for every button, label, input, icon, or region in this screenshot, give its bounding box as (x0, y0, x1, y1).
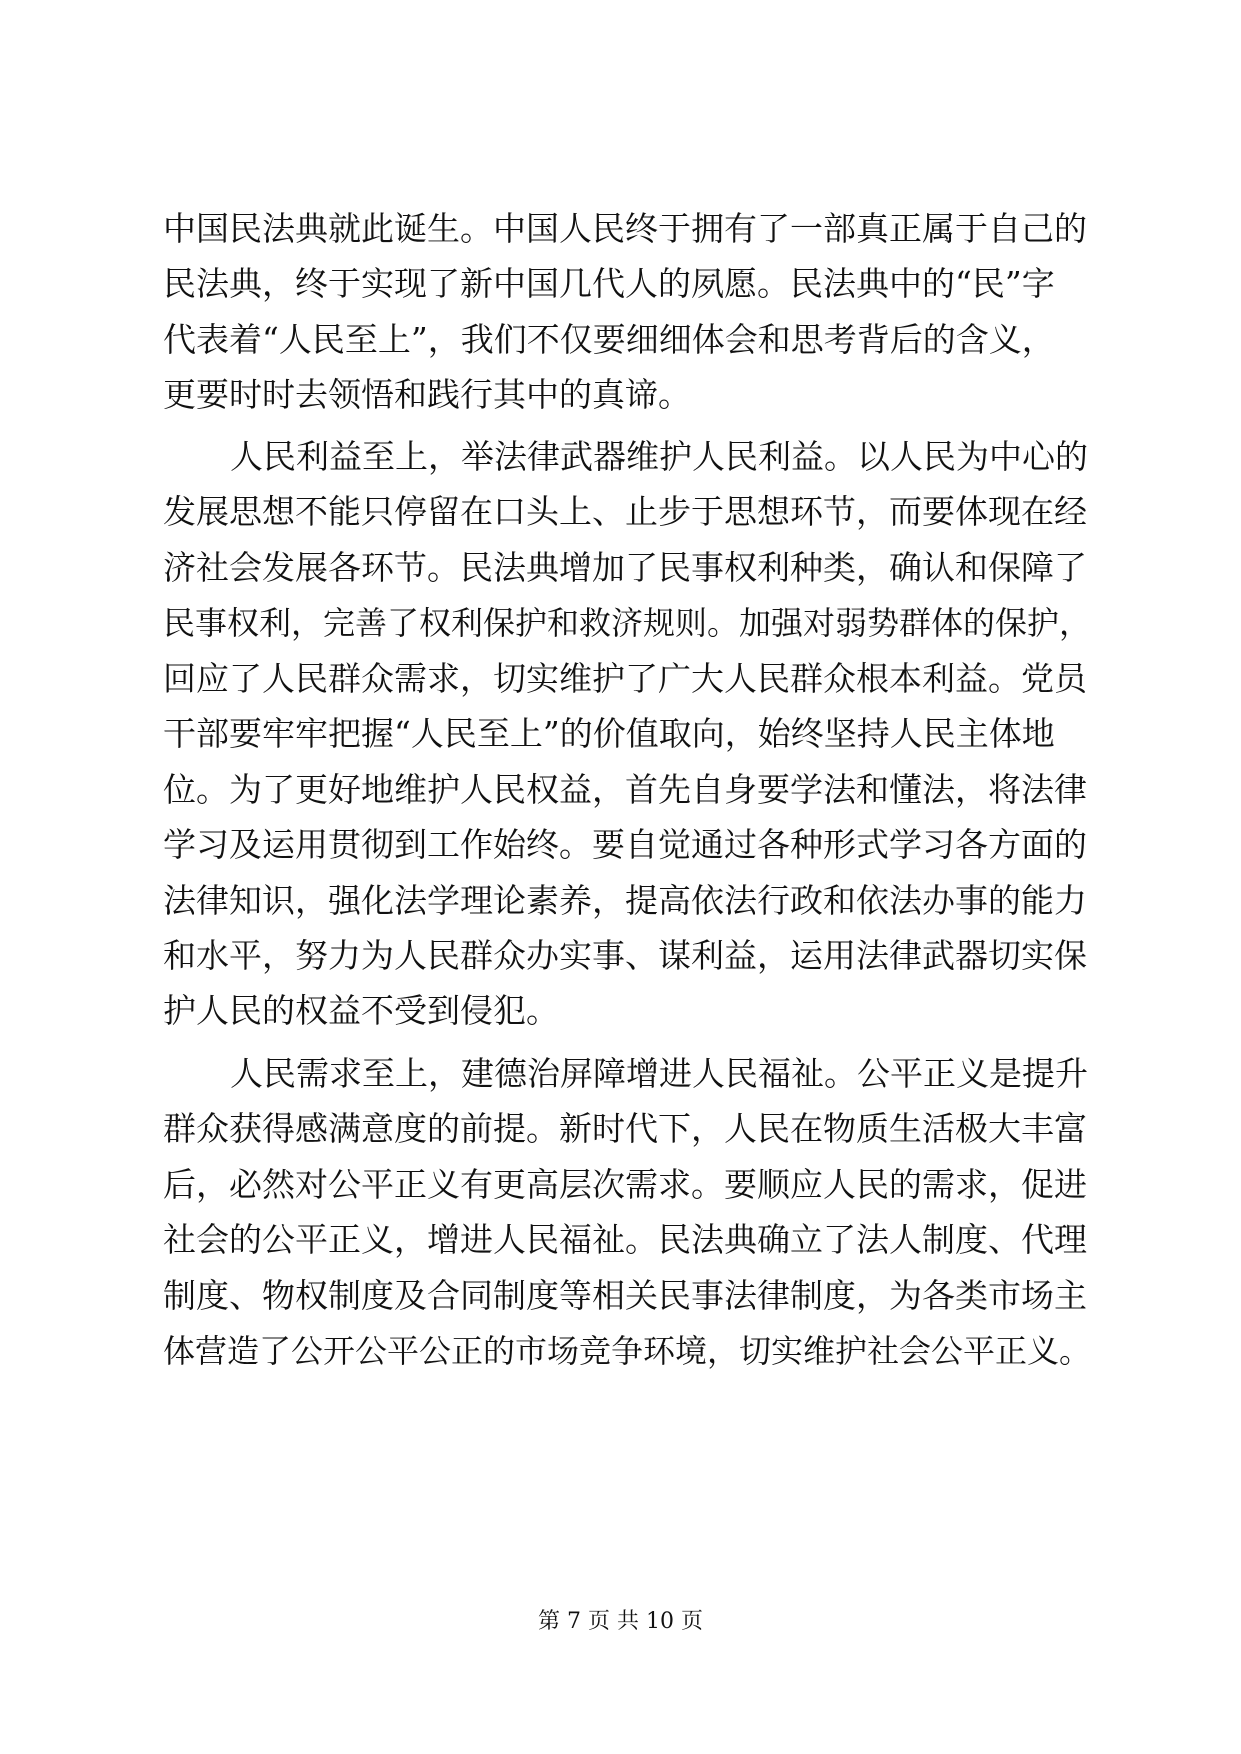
paragraph-3-line-5: 制度、物权制度及合同制度等相关民事法律制度，为各类市场主 (163, 1276, 1087, 1315)
paragraph-1-line-4: 更要时时去领悟和践行其中的真谛。 (163, 375, 691, 414)
paragraph-2-line-9: 法律知识，强化法学理论素养，提高依法行政和依法办事的能力 (163, 881, 1087, 920)
paragraph-2-line-8: 学习及运用贯彻到工作始终。要自觉通过各种形式学习各方面的 (163, 825, 1087, 864)
paragraph-2-line-1: 人民利益至上，举法律武器维护人民利益。以人民为中心的 (230, 437, 1088, 476)
paragraph-3-line-4: 社会的公平正义，增进人民福祉。民法典确立了法人制度、代理 (163, 1220, 1087, 1259)
paragraph-2-line-3: 济社会发展各环节。民法典增加了民事权利种类，确认和保障了 (163, 548, 1087, 587)
paragraph-2-line-5: 回应了人民群众需求，切实维护了广大人民群众根本利益。党员 (163, 659, 1087, 698)
paragraph-3-line-3: 后，必然对公平正义有更高层次需求。要顺应人民的需求，促进 (163, 1165, 1087, 1204)
paragraph-1-line-3: 代表着“人民至上”，我们不仅要细细体会和思考背后的含义， (163, 320, 1055, 359)
page-number-footer: 第 7 页 共 10 页 (538, 1609, 703, 1634)
paragraph-2-line-10: 和水平，努力为人民群众办实事、谋利益，运用法律武器切实保 (163, 936, 1087, 975)
paragraph-3-line-2: 群众获得感满意度的前提。新时代下，人民在物质生活极大丰富 (163, 1109, 1087, 1148)
paragraph-1-line-1: 中国民法典就此诞生。中国人民终于拥有了一部真正属于自己的 (163, 209, 1087, 248)
paragraph-1-line-2: 民法典，终于实现了新中国几代人的夙愿。民法典中的“民”字 (163, 264, 1055, 303)
paragraph-2-line-4: 民事权利，完善了权利保护和救济规则。加强对弱势群体的保护， (163, 604, 1092, 642)
paragraph-2-line-7: 位。为了更好地维护人民权益，首先自身要学法和懂法，将法律 (163, 770, 1087, 809)
paragraph-3-line-6: 体营造了公开公平公正的市场竞争环境，切实维护社会公平正义。 (163, 1332, 1092, 1370)
paragraph-2-line-2: 发展思想不能只停留在口头上、止步于思想环节，而要体现在经 (163, 492, 1087, 531)
paragraph-2-line-11: 护人民的权益不受到侵犯。 (163, 991, 559, 1030)
paragraph-3-line-1: 人民需求至上，建德治屏障增进人民福祉。公平正义是提升 (230, 1054, 1088, 1093)
paragraph-2-line-6: 干部要牢牢把握“人民至上”的价值取向，始终坚持人民主体地 (163, 714, 1055, 753)
